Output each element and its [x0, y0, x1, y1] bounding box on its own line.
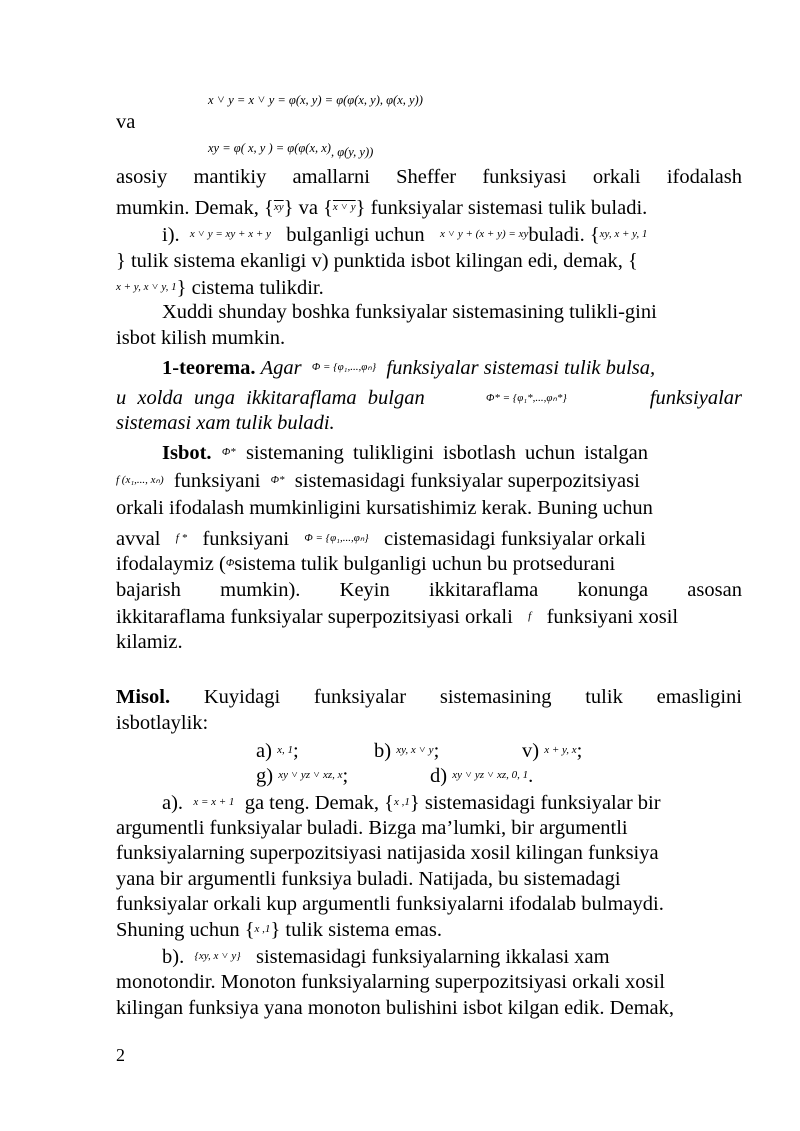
- proof-label: Isbot.: [162, 442, 212, 464]
- formula: f *: [175, 532, 188, 544]
- proof-line-1: [162, 438, 742, 467]
- text: orkali ifodalash mumkinligini kursatishimiz kerak. Buning uchun: [116, 497, 653, 519]
- text: sistema tulik bulganligi uchun bu protsedurani: [234, 553, 616, 575]
- text: } tulik sistema ekanligi v) punktida isbot kilingan edi, demak, {: [116, 250, 638, 272]
- p1-line-1: [116, 163, 742, 191]
- word: mantikiy: [193, 166, 267, 188]
- theorem-line-3: [116, 409, 742, 437]
- page-number-text: 2: [116, 1045, 125, 1065]
- p1-line-2: [116, 193, 742, 222]
- formula-1-text: x ˅ y = x ˅ y = φ(x, y) = φ(φ(x, y), φ(x, y)): [208, 93, 423, 107]
- word: funksiyasi: [482, 166, 567, 188]
- text: mumkin. Demak, {: [116, 197, 274, 219]
- text: i).: [162, 224, 180, 246]
- text: Agar: [260, 357, 302, 379]
- formula: $\overline{xy}$: [273, 201, 284, 213]
- example-line-2: [116, 709, 742, 737]
- i-line-2: [116, 247, 742, 275]
- word: tulik: [585, 686, 623, 708]
- a-line-3: [116, 839, 742, 867]
- text: } funksiyalar sistemasi tulik buladi.: [355, 197, 648, 219]
- text: u xolda unga ikkitaraflama bulgan: [116, 387, 425, 409]
- text: kilamiz.: [116, 631, 183, 653]
- formula-2b: , φ(y, y)): [330, 145, 374, 159]
- formula: x + y, x: [544, 744, 577, 756]
- text: b).: [162, 946, 185, 968]
- word: ifodalash: [666, 166, 742, 188]
- proof-line-3: [116, 494, 742, 522]
- text: } sistemasidagi funksiyalar bir: [409, 792, 661, 814]
- word: Kuyidagi: [203, 686, 281, 708]
- formula: xy, x ˅ y: [396, 744, 434, 756]
- word: bajarish: [116, 579, 181, 601]
- formula: x + y, x ˅ y, 1: [116, 281, 177, 293]
- text: Xuddi shunday boshka funksiyalar sistemasining tulikli-gini: [162, 301, 657, 323]
- b-line-3: [116, 994, 742, 1022]
- theorem-line-2: [116, 384, 742, 412]
- text: sistemasidagi funksiyalar superpozitsiyasi: [294, 470, 640, 492]
- formula: Φ: [225, 557, 235, 569]
- text: funksiyalar: [649, 387, 742, 409]
- text: funksiyani: [173, 470, 261, 492]
- text: ifodalaymiz (: [116, 553, 226, 575]
- text: funksiyalar orkali kup argumentli funksiyalarni ifodalab bulmaydi.: [116, 893, 664, 915]
- word: Keyin: [339, 579, 390, 601]
- word: asosan: [687, 579, 742, 601]
- text: monotondir. Monoton funksiyalarning superpozitsiyasi orkali xosil: [116, 971, 665, 993]
- text: funksiyalarning superpozitsiyasi natijasida xosil kilingan funksiya: [116, 842, 659, 864]
- text: } va {: [283, 197, 333, 219]
- text: sistemasidagi funksiyalarning ikkalasi xam: [255, 946, 610, 968]
- formula: xy ˅ yz ˅ xz, x: [278, 769, 343, 781]
- text: } cistema tulikdir.: [176, 277, 324, 299]
- case-label: a): [256, 740, 272, 762]
- formula-2a: xy = φ( x, y ) = φ(φ(x, x): [208, 141, 331, 155]
- formula: Φ* = {φ₁*,...,φₙ*}: [486, 392, 567, 404]
- i-line-1: [162, 220, 742, 249]
- word: orkali: [592, 166, 641, 188]
- formula: f (x₁,..., xₙ): [116, 474, 164, 486]
- x-line-2: [116, 324, 742, 352]
- a-line-2: [116, 814, 742, 842]
- example-label: Misol.: [116, 686, 171, 708]
- word: mumkin).: [220, 579, 301, 601]
- text: avval: [116, 528, 161, 550]
- formula: xy, x + y, 1: [599, 228, 648, 240]
- formula: x, 1: [277, 744, 293, 756]
- text: } tulik sistema emas.: [270, 919, 442, 941]
- word: funksiyalar: [313, 686, 407, 708]
- case-label: b): [374, 740, 392, 762]
- proof-line-6: [116, 576, 742, 604]
- formula: {xy, x ˅ y}: [194, 950, 241, 962]
- text: kilingan funksiya yana monoton bulishini isbot kilgan edik. Demak,: [116, 997, 674, 1019]
- text: Shuning uchun {: [116, 919, 255, 941]
- proof-line-5: [116, 549, 742, 578]
- word: asosiy: [116, 166, 168, 188]
- text: bulganligi uchun: [286, 224, 425, 246]
- case-label: d): [430, 765, 448, 787]
- formula: x ˅ y = xy + x + y: [189, 228, 271, 240]
- proof-line-2: [116, 466, 742, 495]
- formula: Φ = {φ₁,...,φₙ}: [304, 532, 369, 544]
- a-line-1: [162, 788, 742, 817]
- a-line-5: [116, 890, 742, 918]
- formula: x ˅ y + (x + y) = xy: [440, 228, 529, 240]
- text: yana bir argumentli funksiya buladi. Natijada, bu sistemadagi: [116, 868, 621, 890]
- va-text: va: [116, 111, 136, 133]
- text: funksiyani xosil: [546, 606, 679, 628]
- proof-line-7: [116, 602, 742, 631]
- text: funksiyalar sistemasi tulik bulsa,: [386, 357, 656, 379]
- text: buladi. {: [528, 224, 600, 246]
- x-line-1: [162, 298, 742, 326]
- text: isbot kilish mumkin.: [116, 327, 286, 349]
- formula: x ,1: [254, 923, 271, 935]
- formula: Φ = {φ₁,...,φₙ}: [311, 361, 377, 373]
- formula: Φ*: [270, 474, 285, 486]
- formula: x = x + 1: [193, 796, 235, 808]
- text: a).: [162, 792, 184, 814]
- formula: xy ˅ yz ˅ xz, 0, 1: [452, 769, 529, 781]
- word: sistemasining: [439, 686, 552, 708]
- text: sistemasi xam tulik buladi.: [116, 412, 335, 434]
- text: isbotlaylik:: [116, 712, 209, 734]
- page-number: [116, 1041, 742, 1069]
- word: konunga: [577, 579, 649, 601]
- text: ikkitaraflama funksiyalar superpozitsiyasi orkali: [116, 606, 513, 628]
- formula: f: [528, 610, 532, 622]
- text: cistemasidagi funksiyalar orkali: [384, 528, 646, 550]
- proof-line-8: [116, 628, 742, 656]
- formula: Φ*: [221, 446, 236, 458]
- text: ga teng. Demak, {: [244, 792, 394, 814]
- example-line-1: [116, 683, 742, 711]
- text: funksiyani: [202, 528, 290, 550]
- theorem-line-1: [162, 353, 742, 382]
- formula: x ˅ y: [332, 201, 356, 213]
- a-line-4: [116, 865, 742, 893]
- word: Sheffer: [396, 166, 457, 188]
- a-line-6: [116, 915, 742, 944]
- theorem-label: 1-teorema.: [162, 357, 256, 379]
- b-line-1: [162, 942, 742, 971]
- formula-2: [208, 132, 608, 166]
- case-label: v): [522, 740, 540, 762]
- word: emasligini: [656, 686, 742, 708]
- case-label: g): [256, 765, 274, 787]
- word: ikkitaraflama: [428, 579, 539, 601]
- word: amallarni: [292, 166, 370, 188]
- formula: x ,1: [394, 796, 410, 808]
- text: argumentli funksiyalar buladi. Bizga ma’lumki, bir argumentli: [116, 817, 628, 839]
- b-line-2: [116, 968, 742, 996]
- text: sistemaning tulikligini isbotlash uchun istalgan: [245, 442, 648, 464]
